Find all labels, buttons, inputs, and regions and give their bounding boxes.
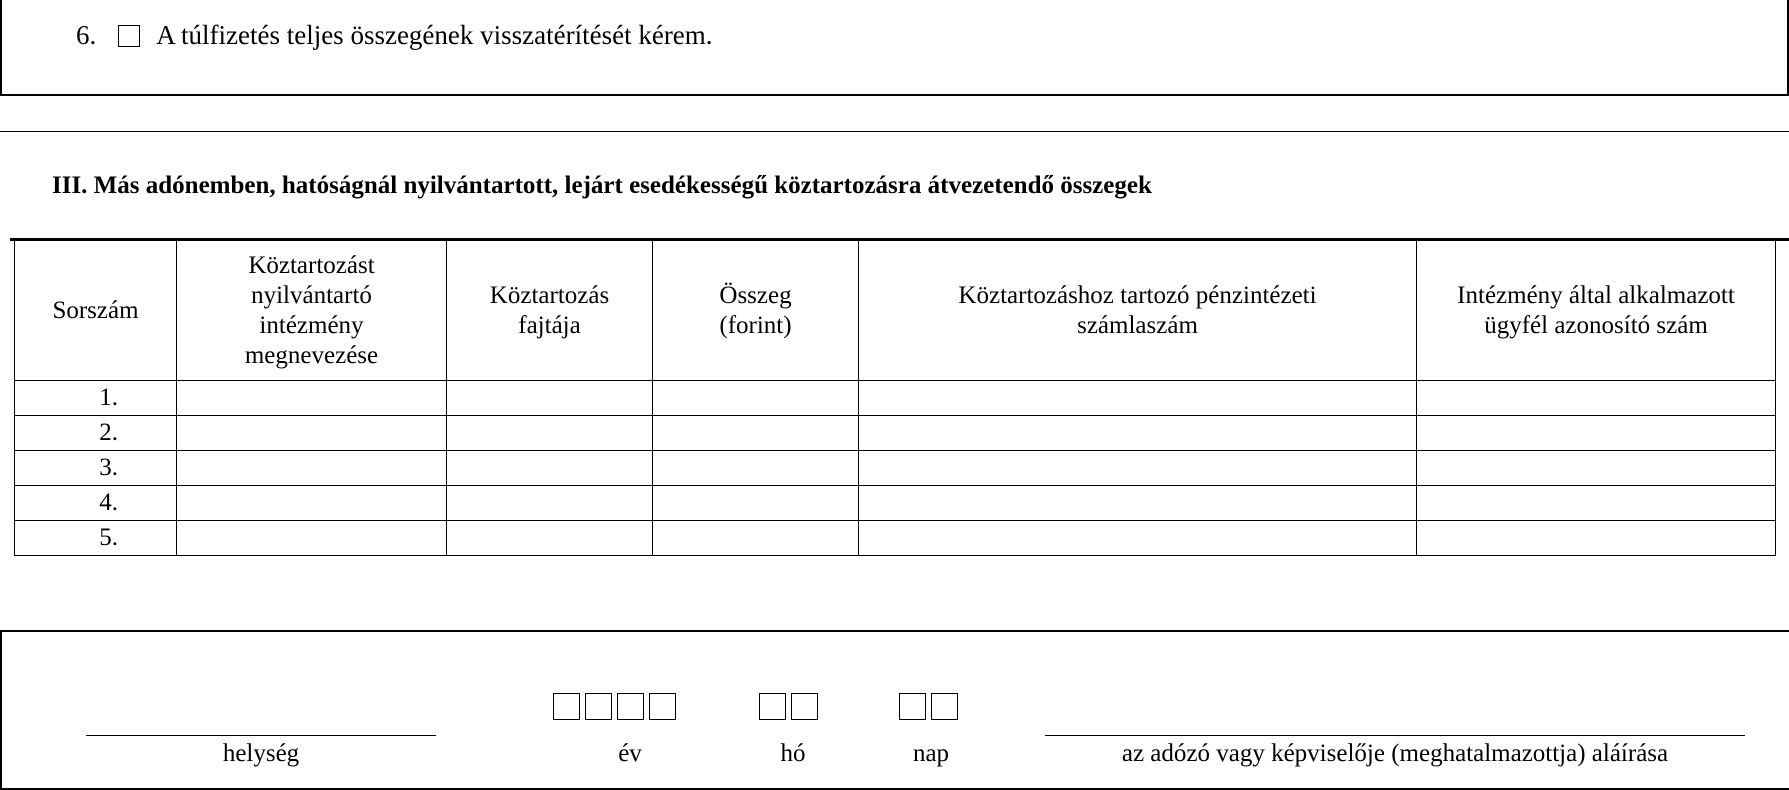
col-header-client-id: Intézmény által alkalmazott ügyfél azonosító szám bbox=[1417, 241, 1776, 381]
section6-text: A túlfizetés teljes összegének visszatérítését kérem. bbox=[156, 20, 713, 50]
year-digit-box[interactable] bbox=[649, 693, 676, 720]
cell-amount[interactable] bbox=[653, 486, 859, 521]
day-digit-box[interactable] bbox=[899, 693, 926, 720]
cell-institution[interactable] bbox=[177, 451, 447, 486]
place-label: helység bbox=[222, 740, 300, 767]
cell-account-number[interactable] bbox=[859, 521, 1417, 556]
cell-account-number[interactable] bbox=[859, 451, 1417, 486]
table-row bbox=[15, 521, 1776, 556]
cell-debt-type[interactable] bbox=[447, 451, 653, 486]
col-header-sorszam: Sorszám bbox=[15, 241, 177, 381]
month-boxes bbox=[759, 693, 818, 720]
year-digit-box[interactable] bbox=[617, 693, 644, 720]
col-header-account-number: Köztartozáshoz tartozó pénzintézeti számlaszám bbox=[859, 241, 1417, 381]
cell-debt-type[interactable] bbox=[447, 416, 653, 451]
cell-client-id[interactable] bbox=[1417, 381, 1776, 416]
cell-amount[interactable] bbox=[653, 416, 859, 451]
year-label: év bbox=[618, 740, 642, 767]
cell-amount[interactable] bbox=[653, 521, 859, 556]
month-label: hó bbox=[780, 740, 806, 767]
cell-client-id[interactable] bbox=[1417, 521, 1776, 556]
day-boxes bbox=[899, 693, 958, 720]
cell-client-id[interactable] bbox=[1417, 416, 1776, 451]
table-row bbox=[15, 416, 1776, 451]
refund-checkbox[interactable] bbox=[118, 25, 140, 47]
section6-row bbox=[76, 20, 713, 51]
cell-client-id[interactable] bbox=[1417, 451, 1776, 486]
cell-amount[interactable] bbox=[653, 381, 859, 416]
day-digit-box[interactable] bbox=[931, 693, 958, 720]
cell-client-id[interactable] bbox=[1417, 486, 1776, 521]
row-index: 4. bbox=[15, 486, 177, 521]
year-digit-box[interactable] bbox=[553, 693, 580, 720]
year-boxes bbox=[553, 693, 676, 720]
cell-institution[interactable] bbox=[177, 416, 447, 451]
cell-debt-type[interactable] bbox=[447, 521, 653, 556]
row-index: 3. bbox=[15, 451, 177, 486]
row-index: 5. bbox=[15, 521, 177, 556]
day-label: nap bbox=[912, 740, 950, 767]
table-header-row bbox=[15, 241, 1776, 381]
cell-institution[interactable] bbox=[177, 381, 447, 416]
col-header-debt-type: Köztartozás fajtája bbox=[447, 241, 653, 381]
cell-debt-type[interactable] bbox=[447, 381, 653, 416]
cell-account-number[interactable] bbox=[859, 381, 1417, 416]
month-digit-box[interactable] bbox=[791, 693, 818, 720]
section-divider bbox=[0, 131, 1789, 132]
cell-amount[interactable] bbox=[653, 451, 859, 486]
cell-institution[interactable] bbox=[177, 521, 447, 556]
section3-title: III. Más adónemben, hatóságnál nyilvántartott, lejárt esedékességű köztartozásra átvezetendő összegek bbox=[52, 172, 1152, 199]
year-digit-box[interactable] bbox=[585, 693, 612, 720]
section6-number: 6. bbox=[76, 20, 97, 50]
signature-label: az adózó vagy képviselője (meghatalmazottja) aláírása bbox=[1121, 740, 1669, 767]
table-row bbox=[15, 486, 1776, 521]
row-index: 2. bbox=[15, 416, 177, 451]
debt-table bbox=[14, 240, 1776, 556]
cell-institution[interactable] bbox=[177, 486, 447, 521]
month-digit-box[interactable] bbox=[759, 693, 786, 720]
table-row bbox=[15, 381, 1776, 416]
cell-account-number[interactable] bbox=[859, 486, 1417, 521]
signature-line[interactable] bbox=[1045, 735, 1745, 736]
col-header-amount: Összeg (forint) bbox=[653, 241, 859, 381]
cell-debt-type[interactable] bbox=[447, 486, 653, 521]
cell-account-number[interactable] bbox=[859, 416, 1417, 451]
row-index: 1. bbox=[15, 381, 177, 416]
table-row bbox=[15, 451, 1776, 486]
place-line[interactable] bbox=[86, 735, 436, 736]
col-header-institution: Köztartozást nyilvántartó intézmény megnevezése bbox=[177, 241, 447, 381]
